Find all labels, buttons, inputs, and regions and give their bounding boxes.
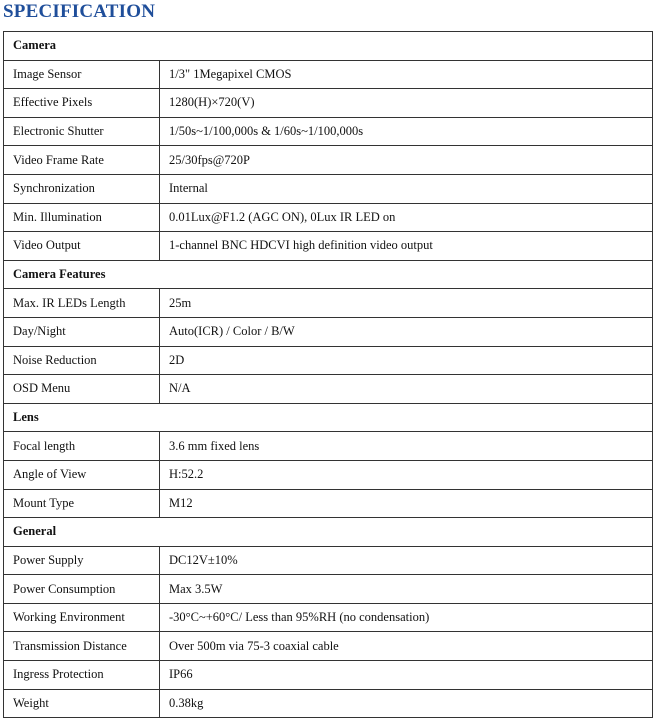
spec-label: Working Environment — [4, 603, 160, 632]
table-row — [4, 489, 653, 518]
table-row — [4, 232, 653, 261]
table-row — [4, 432, 653, 461]
spec-label: Noise Reduction — [4, 346, 160, 375]
table-row — [4, 146, 653, 175]
table-row — [4, 60, 653, 89]
spec-label: Power Supply — [4, 546, 160, 575]
page-title: SPECIFICATION — [3, 1, 156, 22]
spec-label: Weight — [4, 689, 160, 718]
table-row — [4, 89, 653, 118]
spec-label: Min. Illumination — [4, 203, 160, 232]
section-row-camera-features — [4, 260, 653, 289]
spec-value: M12 — [160, 489, 653, 518]
spec-label: Ingress Protection — [4, 661, 160, 690]
specification-table — [3, 31, 653, 718]
spec-value: 1-channel BNC HDCVI high definition video output — [160, 232, 653, 261]
spec-value: H:52.2 — [160, 460, 653, 489]
table-row — [4, 546, 653, 575]
table-row — [4, 575, 653, 604]
spec-label: Electronic Shutter — [4, 117, 160, 146]
spec-label: OSD Menu — [4, 375, 160, 404]
spec-label: Focal length — [4, 432, 160, 461]
spec-value: 2D — [160, 346, 653, 375]
spec-label: Video Frame Rate — [4, 146, 160, 175]
spec-label: Image Sensor — [4, 60, 160, 89]
spec-label: Video Output — [4, 232, 160, 261]
table-row — [4, 632, 653, 661]
spec-value: -30°C~+60°C/ Less than 95%RH (no condensation) — [160, 603, 653, 632]
spec-label: Synchronization — [4, 174, 160, 203]
table-row — [4, 317, 653, 346]
table-row — [4, 460, 653, 489]
section-heading: Camera — [4, 32, 653, 61]
section-heading: Lens — [4, 403, 653, 432]
table-row — [4, 661, 653, 690]
spec-value: 3.6 mm fixed lens — [160, 432, 653, 461]
section-heading: Camera Features — [4, 260, 653, 289]
spec-value: 1/3" 1Megapixel CMOS — [160, 60, 653, 89]
table-row — [4, 117, 653, 146]
spec-value: DC12V±10% — [160, 546, 653, 575]
spec-label: Mount Type — [4, 489, 160, 518]
table-row — [4, 375, 653, 404]
spec-label: Transmission Distance — [4, 632, 160, 661]
spec-value: 0.38kg — [160, 689, 653, 718]
table-row — [4, 346, 653, 375]
table-row — [4, 689, 653, 718]
spec-value: 1/50s~1/100,000s & 1/60s~1/100,000s — [160, 117, 653, 146]
spec-value: Over 500m via 75-3 coaxial cable — [160, 632, 653, 661]
spec-value: Auto(ICR) / Color / B/W — [160, 317, 653, 346]
section-row-lens — [4, 403, 653, 432]
spec-value: IP66 — [160, 661, 653, 690]
spec-label: Max. IR LEDs Length — [4, 289, 160, 318]
section-row-camera — [4, 32, 653, 61]
table-row — [4, 289, 653, 318]
table-row — [4, 174, 653, 203]
spec-value: 1280(H)×720(V) — [160, 89, 653, 118]
spec-label: Day/Night — [4, 317, 160, 346]
spec-value: 25/30fps@720P — [160, 146, 653, 175]
table-row — [4, 203, 653, 232]
spec-label: Effective Pixels — [4, 89, 160, 118]
spec-value: N/A — [160, 375, 653, 404]
spec-value: Internal — [160, 174, 653, 203]
spec-value: 25m — [160, 289, 653, 318]
spec-value: Max 3.5W — [160, 575, 653, 604]
spec-label: Power Consumption — [4, 575, 160, 604]
spec-label: Angle of View — [4, 460, 160, 489]
spec-value: 0.01Lux@F1.2 (AGC ON), 0Lux IR LED on — [160, 203, 653, 232]
table-row — [4, 603, 653, 632]
section-heading: General — [4, 518, 653, 547]
section-row-general — [4, 518, 653, 547]
